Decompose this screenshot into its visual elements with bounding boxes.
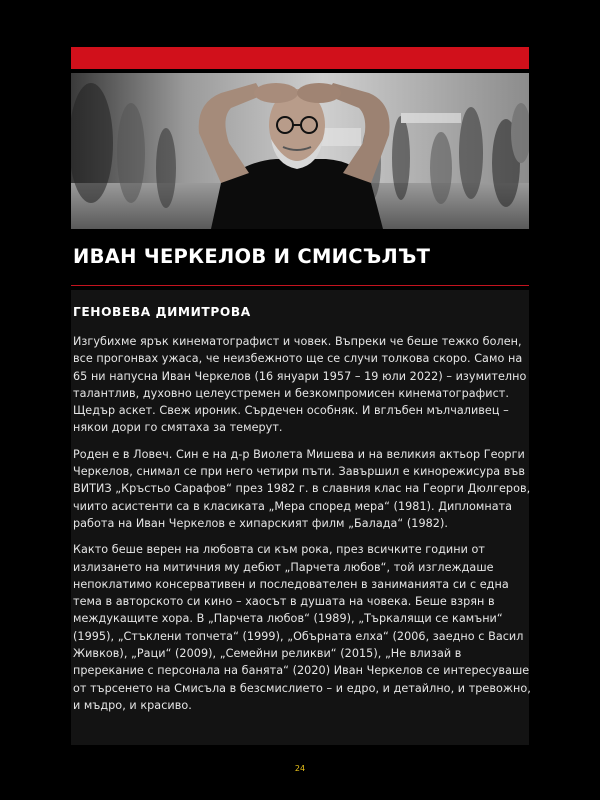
paragraph: Роден е в Ловеч. Син е на д-р Виолета Мишева и на великия актьор Георги Черкелов, снимал се при него четири пъти. Завършил е кинорежисура във ВИТИЗ „Кръстьо Сарафов“ през 1982 г. в славния клас на Георги Дюлгеров, чиито асистенти са в класиката „Мера според мера“ (1981). Дипломната работа на Иван Черкелов е хипарският филм „Балада“ (1982). — [73, 447, 531, 530]
portrait-photo — [71, 73, 529, 229]
header-red-bar — [71, 47, 529, 69]
page-number: 24 — [294, 764, 306, 773]
article-text — [73, 333, 535, 723]
paragraph: Както беше верен на любовта си към рока, през всичките години от излизането на митичния му дебют „Парчета любов“, той изглеждаше непоклатимо консервативен и последователен в заниманията си с една тема в авторското си кино – хаосът в душата на човека. Беше взрян в междукащите хора. В „Парчета любов“ (1989), „Търкалящи се камъни“ (1995), „Стъклени топчета“ (1999), „Обърната елха“ (2006, заедно с Васил Живков), „Раци“ (2009), „Семейни реликви“ (2015), „Не влизай в пререкание с персонала на банята“ (2020) Иван Черкелов се интересуваше от търсенето на Смисъла в безсмислието – и едро, и детайлно, и тревожно, и мъдро, и красиво. — [73, 543, 531, 712]
paragraph: Изгубихме ярък кинематографист и човек. Въпреки че беше тежко болен, все прогонвах ужаса, че неизбежното ще се случи толкова скоро. Само на 65 ни напусна Иван Черкелов (16 януари 1957 – 19 юли 2022) – изумително талантлив, духовно целеустремен и безкомпромисен кинематографист. Щедър аскет. Свеж ироник. Сърдечен особняк. И вглъбен мълчаливец – някои дори го смятаха за темерут. — [73, 335, 527, 435]
title-divider — [71, 285, 529, 286]
article-title: ИВАН ЧЕРКЕЛОВ И СМИСЪЛЪТ — [73, 245, 431, 268]
author-name: ГЕНОВЕВА ДИМИТРОВА — [73, 305, 251, 319]
